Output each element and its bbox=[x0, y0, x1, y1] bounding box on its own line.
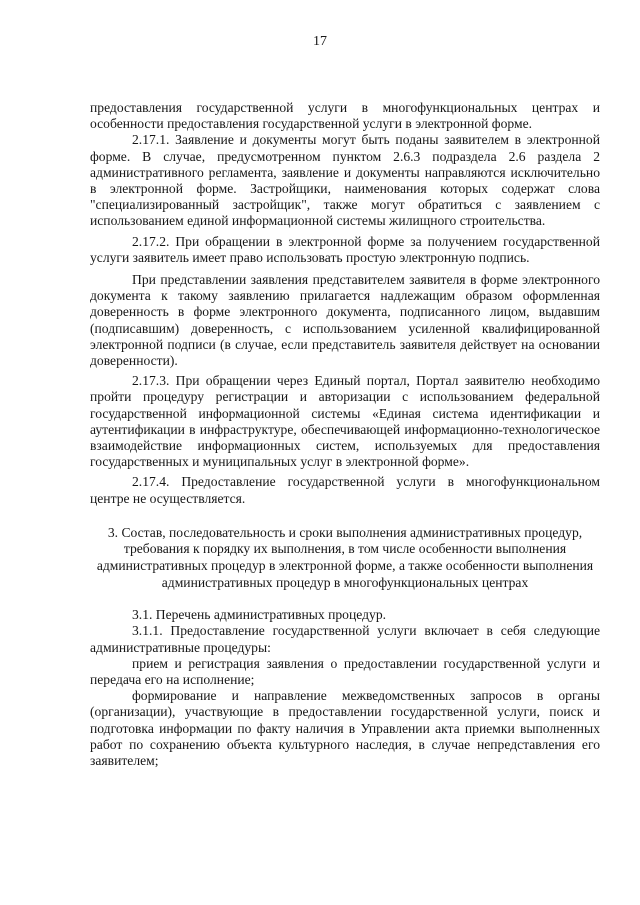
document-body bbox=[90, 100, 600, 769]
paragraph-2-17-4: 2.17.4. Предоставление государственной услуги в многофункциональном центре не осуществляется. bbox=[90, 474, 600, 506]
paragraph-procedure-reception: прием и регистрация заявления о предоставлении государственной услуги и передача его на исполнение; bbox=[90, 655, 600, 688]
paragraph-2-17-2: 2.17.2. При обращении в электронной форме за получением государственной услуги заявитель имеет право использовать простую электронную подпись. bbox=[90, 233, 600, 265]
paragraph-3-1-1: 3.1.1. Предоставление государственной услуги включает в себя следующие административные процедуры: bbox=[90, 623, 600, 655]
paragraph-representative: При представлении заявления представителем заявителя в форме электронного документа к такому заявлению прилагается надлежащим образом оформленная доверенность в форме электронного документа, подписанного лицом, выдавшим (подписавшим) доверенность, с использованием усиленной квалифицированной электронной подписи (в случае, если представитель заявителя действует на основании доверенности). bbox=[90, 272, 600, 369]
page-number: 17 bbox=[313, 34, 327, 49]
paragraph-procedure-requests: формирование и направление межведомственных запросов в органы (организации), участвующие в предоставлении государственной услуги, поиск и подготовка информации по факту наличия в Управлении акта приемки выполненных работ по сохранению объекта культурного наследия, в случае непредставления его заявителем; bbox=[90, 688, 600, 769]
paragraph-2-17-3: 2.17.3. При обращении через Единый портал, Портал заявителю необходимо пройти процедуру регистрации и авторизации с использованием федеральной государственной информационной системы «Единая система идентификации и аутентификации в инфраструктуре, обеспечивающей информационно-технологическое взаимодействие информационных систем, используемых для предоставления государственных и муниципальных услуг в электронной форме». bbox=[90, 373, 600, 470]
paragraph-2-17-1: 2.17.1. Заявление и документы могут быть поданы заявителем в электронной форме. В случае, предусмотренном пунктом 2.6.3 подраздела 2.6 раздела 2 административного регламента, заявление и документы направляются исключительно в электронной форме. Застройщики, наименования которых содержат слова "специализированный застройщик", также могут обратиться с заявлением с использованием единой информационной системы жилищного строительства. bbox=[90, 132, 600, 229]
section-heading: 3. Состав, последовательность и сроки выполнения административных процедур, требования к порядку их выполнения, в том числе особенности выполнения административных процедур в электронной форме, а также особенности выполнения административных процедур в многофункциональных центрах bbox=[96, 524, 594, 590]
paragraph-3-1: 3.1. Перечень административных процедур. bbox=[132, 607, 387, 623]
paragraph-continuation: предоставления государственной услуги в многофункциональных центрах и особенности предоставления государственной услуги в электронной форме. bbox=[90, 100, 600, 132]
